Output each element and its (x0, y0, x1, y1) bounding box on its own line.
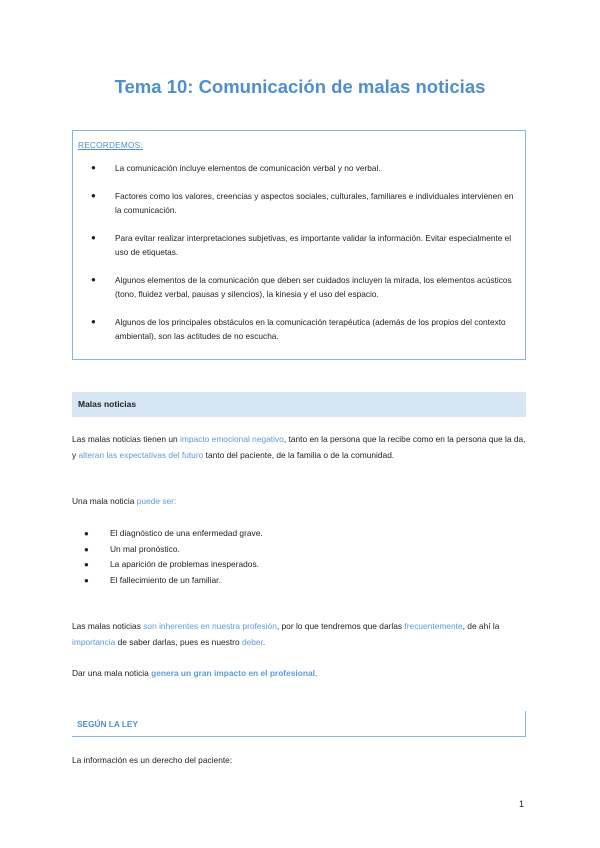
list-item: ● La comunicación incluye elementos de comunicación verbal y no verbal. (78, 161, 519, 176)
list-item: ● Un mal pronóstico. (72, 542, 528, 558)
paragraph-inherentes: Las malas noticias son inherentes en nuestra profesión, por lo que tendremos que darlas frecuentemente, de ahí la importancia de saber darlas, pues es nuestro deber. (72, 621, 500, 647)
bullet-icon: ● (84, 575, 89, 585)
bullet-icon: ● (91, 190, 96, 200)
list-item: ● El fallecimiento de un familiar. (72, 573, 528, 589)
section-heading-malas-noticias: Malas noticias (72, 392, 526, 417)
paragraph-derecho: La información es un derecho del paciente: (72, 755, 233, 765)
bullet-icon: ● (84, 544, 89, 554)
list-item: ● Factores como los valores, creencias y aspectos sociales, culturales, familiares e individuales intervienen en la comunicación. (91, 190, 514, 215)
bullet-icon: ● (91, 232, 96, 242)
list-item: ● Algunos de los principales obstáculos en la comunicación terapéutica (además de los propios del contexto ambiental), son las actitudes de no escucha. (91, 316, 506, 341)
page-number: 1 (519, 799, 525, 809)
paragraph-impacto-profesional: Dar una mala noticia genera un gran impacto en el profesional. (72, 668, 318, 678)
list-item: ● El diagnóstico de una enfermedad grave. (72, 526, 528, 542)
page-title: Tema 10: Comunicación de malas noticias (114, 76, 486, 97)
recordemos-box (72, 130, 526, 360)
bullet-icon: ● (91, 274, 96, 284)
list-item: ● La aparición de problemas inesperados. (72, 557, 528, 573)
recordemos-heading: RECORDEMOS: (78, 140, 143, 150)
bullet-icon: ● (91, 316, 96, 326)
paragraph-puede-ser: Una mala noticia puede ser: (72, 496, 177, 506)
bullet-icon: ● (84, 560, 89, 569)
mala-noticia-list (72, 526, 528, 588)
bullet-icon: ● (91, 163, 96, 172)
bullet-icon: ● (84, 529, 89, 538)
paragraph-impacto: Las malas noticias tienen un impacto emocional negativo, tanto en la persona que la recibe como en la persona que la da, y alteran las expectativas del futuro tanto del paciente, de la familia o de la comunidad. (72, 434, 526, 460)
recordemos-list (78, 161, 519, 344)
section-heading-segun-ley: SEGÚN LA LEY (72, 711, 526, 737)
list-item: ● Para evitar realizar interpretaciones subjetivas, es importante validar la información. Evitar especialmente el uso de etiquetas. (91, 232, 512, 257)
list-item: ● Algunos elementos de la comunicación que deben ser cuidados incluyen la mirada, los elementos acústicos (tono, fluidez verbal, pausas y silencios), la kinesia y el uso del espacio. (91, 274, 512, 299)
